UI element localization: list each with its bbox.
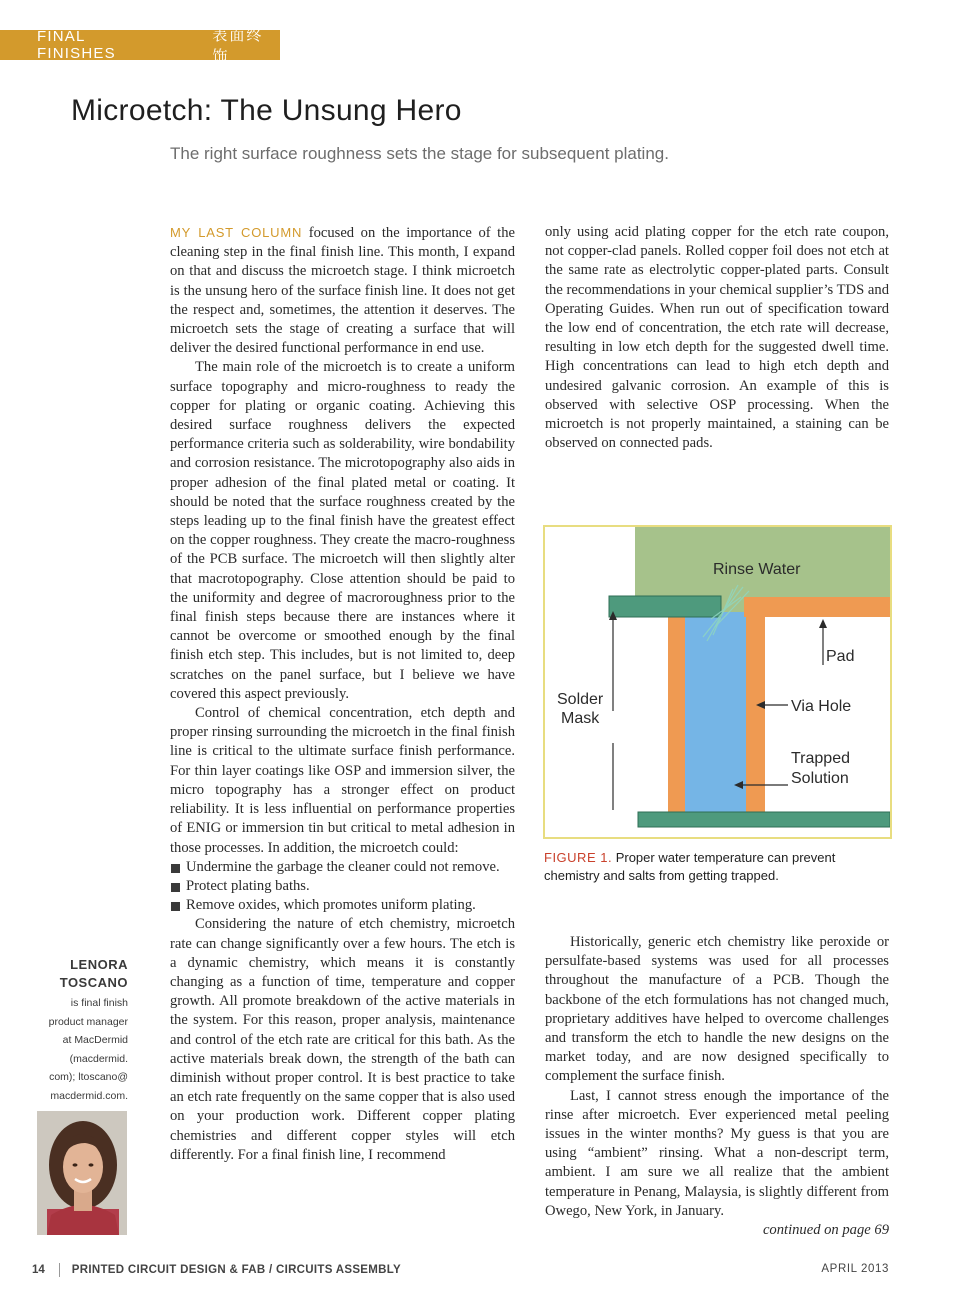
column-2: [545, 223, 889, 453]
section-tab: [0, 27, 280, 65]
author-first-name: LENORA: [70, 957, 128, 972]
figure-caption-text: Proper water temperature can prevent chemistry and salts from getting trapped.: [544, 850, 836, 883]
figure-caption-label: FIGURE 1.: [544, 850, 613, 865]
trapped-label-line2: Solution: [791, 770, 849, 787]
paragraph: Considering the nature of etch chemistry, microetch rate can change significantly over a few hours. The etch is a dynamic chemistry, which means it is constantly changing as a function of time, temperature and copper growth. All promote breakdown of the active materials in the system. For this reason, proper analysis, maintenance and control of the etch rate are critical for this bath. As the active materials break down, the strength of the bath can diminish without proper control. It is best practice to take an etch rate frequently on the same copper that is also used on your production work. Different copper plating chemistries and different copper styles will etch differently. For a final finish line, I recommend: [170, 916, 515, 1163]
issue-date: APRIL 2013: [821, 1263, 889, 1275]
article-title: Microetch: The Unsung Hero: [71, 94, 462, 127]
column-1: [170, 223, 515, 1165]
paragraph: Last, I cannot stress enough the importance of the rinse after microetch. Ever experienced metal peeling issues in the winter months? My guess is that you are using “ambient” rinsing. What a non-descript term, ambient. I am sure we all realize that the ambient temperature in Penang, Malaysia, is slightly different from Owego, New York, in January.: [545, 1087, 889, 1219]
trapped-label-line1: Trapped: [791, 750, 850, 767]
author-photo: [37, 1111, 127, 1235]
figure-caption: [544, 849, 889, 884]
page-number: 14: [32, 1264, 45, 1276]
section-label: FINAL FINISHES: [37, 28, 116, 62]
list-item: Protect plating baths.: [170, 877, 515, 896]
column-3: [545, 933, 889, 1240]
author-block: [30, 956, 128, 1105]
paragraph: MY LAST COLUMN focused on the importance of the cleaning step in the final finish line. This month, I expand on that and discuss the microetch stage. I think microetch is the unsung hero of the surface finish line. It does not get the respect and, sometimes, the attention it deserves. The microetch sets the stage of creating a surface that will deliver the desired functional performance in end use.: [170, 225, 516, 357]
author-bio: is final finish product manager at MacDermid (macdermid. com); ltoscano@ macdermid.com.: [48, 997, 128, 1102]
copper-pad: [744, 597, 890, 617]
solder-mask-bottom: [638, 812, 890, 827]
article-dek: The right surface roughness sets the stage for subsequent plating.: [170, 144, 669, 163]
rinse-water-label: Rinse Water: [713, 561, 801, 578]
list-item: Undermine the garbage the cleaner could not remove.: [170, 858, 515, 877]
section-label-chinese: 表面终饰: [212, 27, 264, 65]
page-footer: [32, 1263, 401, 1277]
solder-mask-label-line2: Mask: [561, 710, 600, 727]
paragraph: only using acid plating copper for the etch rate coupon, not copper-clad panels. Rolled copper foil does not etch at the same rate as electrolytic copper-plated parts. Consult the recommendations in your chemical supplier’s TDS and Operating Guides. When run out of specification toward the low end of concentration, the etch rate will decrease, resulting in low etch depth for the suggested dwell time. High concentrations can lead to high etch depth and undesired galvanic corrosion. An example of this is observed with selective OSP processing. When the microetch is not properly maintained, a staining can be observed on connected pads.: [545, 224, 889, 452]
pad-label: Pad: [826, 648, 855, 665]
figure-diagram: [543, 525, 892, 839]
solder-mask-label-line1: Solder: [557, 691, 604, 708]
lead-in: MY LAST COLUMN: [170, 225, 303, 240]
via-hole-label: Via Hole: [791, 698, 852, 715]
paragraph: The main role of the microetch is to create a uniform surface topography and micro-roughness to ready the copper for plating or organic coating. Achieving this desired surface roughness delivers the expected performance criteria such as solderability, wire bondability and corrosion resistance. The microtopography also aids in proper adhesion of the final plated metal or coating. It should be noted that the surface roughness created by the steps leading up to the final finish have the greatest effect on the copper roughness. They create the macro-roughness of the PCB surface. The microetch will then slightly alter that macrotopography. Close attention should be paid to the uniformity and degree of macroroughness prior to the final finish steps because there are instances where it cannot be overcome or smoothed enough by the final finish etch step. This includes, but is not limited to, deep scratches on the panel surface, but I believe we have covered this aspect previously.: [170, 359, 515, 702]
paragraph: Control of chemical concentration, etch depth and proper rinsing surrounding the microetch in the final finish line is critical to the ultimate surface finish performance. For thin layer coatings like OSP and immersion silver, the micro topography has a stronger effect on product reliability. It is less influential on performance properties of ENIG or immersion tin but critical to metal adhesion in those processes. In addition, the microetch could:: [170, 705, 515, 856]
trapped-solution-area: [685, 612, 746, 814]
publication-name: PRINTED CIRCUIT DESIGN & FAB / CIRCUITS ASSEMBLY: [71, 1264, 401, 1276]
solder-mask-top: [609, 596, 721, 617]
footer-divider: [59, 1263, 60, 1277]
author-last-name: TOSCANO: [59, 975, 128, 990]
bullet-list: [170, 858, 515, 916]
list-item: Remove oxides, which promotes uniform plating.: [170, 896, 515, 915]
continued-note: continued on page 69: [762, 1222, 889, 1239]
paragraph: Historically, generic etch chemistry like peroxide or persulfate-based systems was used for all processes throughout the manufacture of a PCB. Though the backbone of the etch formulations has not changed much, proprietary additives have helped to overcome challenges and transform the etch to handle the new designs on the market today, and are now designed specifically to complement the surface finish.: [545, 934, 889, 1085]
